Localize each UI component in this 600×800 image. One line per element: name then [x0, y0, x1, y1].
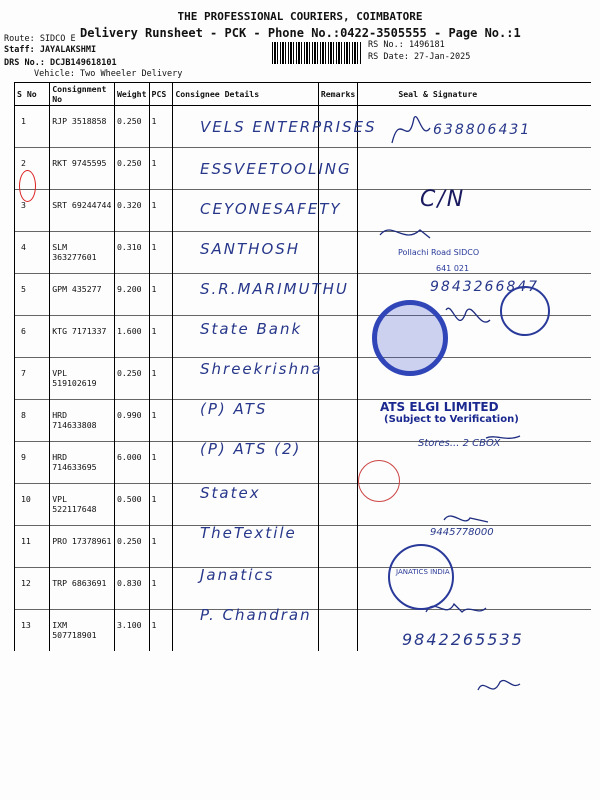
cell-consignment: PRO 17378961: [50, 526, 115, 568]
cell-pcs: 1: [149, 484, 173, 526]
rs-date: RS Date: 27-Jan-2025: [368, 52, 471, 62]
signature-11: [444, 516, 488, 522]
cell-consignment: GPM 435277: [50, 274, 115, 316]
cell-consignment: VPL 522117648: [50, 484, 115, 526]
cell-pcs: 1: [149, 232, 173, 274]
cell-sno: 1: [15, 106, 50, 148]
cell-pcs: 1: [149, 400, 173, 442]
cell-weight: 0.500: [114, 484, 149, 526]
handwritten-phone-1: 638806431: [433, 122, 532, 138]
handwritten-phone-6: 9843266847: [430, 279, 540, 295]
vehicle: Vehicle: Two Wheeler Delivery: [34, 69, 183, 79]
cell-pcs: 1: [149, 358, 173, 400]
cell-weight: 0.250: [114, 526, 149, 568]
handwritten-consignee: SANTHOSH: [200, 240, 301, 258]
cell-sno: 6: [15, 316, 50, 358]
cell-consignment: HRD 714633808: [50, 400, 115, 442]
cell-consignment: HRD 714633695: [50, 442, 115, 484]
cell-consignment: IXM 507718901: [50, 610, 115, 652]
sidco-stamp: Pollachi Road SIDCO: [398, 248, 480, 257]
round-company-stamp: [372, 300, 448, 376]
cell-consignment: RKT 9745595: [50, 148, 115, 190]
cell-sno: 5: [15, 274, 50, 316]
cell-sno: 4: [15, 232, 50, 274]
cell-sno: 8: [15, 400, 50, 442]
handwritten-phone-11: 9445778000: [430, 527, 494, 538]
ats-elgi-stamp-sub: (Subject to Verification): [384, 414, 519, 425]
cell-consignment: SLM 363277601: [50, 232, 115, 274]
handwritten-consignee: S.R.MARIMUTHU: [200, 280, 349, 298]
round-seal-stamp: [500, 286, 550, 336]
handwritten-consignee: ESSVEETOOLING: [200, 160, 352, 178]
rs-number: RS No.: 1496181: [368, 40, 445, 50]
signature-7: [446, 308, 490, 322]
red-round-stamp: [358, 460, 400, 502]
cell-consignment: VPL 519102619: [50, 358, 115, 400]
col-sno: S No: [15, 83, 50, 106]
handwritten-consignee: (P) ATS (2): [200, 440, 302, 458]
signature-9: [486, 436, 520, 438]
cell-sno: 7: [15, 358, 50, 400]
col-seal: Seal & Signature: [358, 83, 591, 106]
route: Route: SIDCO E: [4, 34, 76, 44]
cell-weight: 0.250: [114, 106, 149, 148]
cell-weight: 0.320: [114, 190, 149, 232]
cell-pcs: 1: [149, 610, 173, 652]
cell-sno: 13: [15, 610, 50, 652]
col-remarks: Remarks: [318, 83, 358, 106]
cell-weight: 0.310: [114, 232, 149, 274]
cell-sno: 9: [15, 442, 50, 484]
handwritten-consignee: Statex: [200, 484, 261, 502]
col-consignee: Consignee Details: [173, 83, 318, 106]
cell-sno: 12: [15, 568, 50, 610]
handwritten-consignee: (P) ATS: [200, 400, 268, 418]
drs-number: DRS No.: DCJB149618101: [4, 58, 117, 68]
handwritten-consignee: Janatics: [200, 566, 275, 584]
cell-sno: 2: [15, 148, 50, 190]
cell-pcs: 1: [149, 148, 173, 190]
cell-weight: 0.250: [114, 148, 149, 190]
handwritten-consignee: P. Chandran: [200, 606, 312, 624]
document-title: THE PROFESSIONAL COURIERS, COIMBATORE: [177, 10, 423, 23]
ats-elgi-stamp: ATS ELGI LIMITED: [380, 400, 499, 414]
handwritten-consignee: VELS ENTERPRISES: [200, 118, 377, 136]
cell-pcs: 1: [149, 274, 173, 316]
cell-weight: 6.000: [114, 442, 149, 484]
handwritten-cn-mark: C/N: [420, 187, 466, 212]
cell-consignment: RJP 3518858: [50, 106, 115, 148]
cell-weight: 9.200: [114, 274, 149, 316]
handwritten-consignee: Shreekrishna: [200, 360, 323, 378]
staff: Staff: JAYALAKSHMI: [4, 45, 97, 55]
col-pcs: PCS: [149, 83, 173, 106]
cell-weight: 3.100: [114, 610, 149, 652]
cell-consignment: TRP 6863691: [50, 568, 115, 610]
cell-weight: 0.990: [114, 400, 149, 442]
cell-weight: 1.600: [114, 316, 149, 358]
handwritten-consignee: State Bank: [200, 320, 303, 338]
handwritten-consignee: TheTextile: [200, 524, 297, 542]
cell-consignment: SRT 69244744: [50, 190, 115, 232]
cell-pcs: 1: [149, 106, 173, 148]
janatics-stamp: [388, 544, 454, 610]
cell-pcs: 1: [149, 316, 173, 358]
cell-pcs: 1: [149, 526, 173, 568]
cell-pcs: 1: [149, 442, 173, 484]
cell-weight: 0.830: [114, 568, 149, 610]
handwritten-phone-13: 9842265535: [402, 630, 524, 649]
signature-bottom: [478, 680, 520, 690]
sidco-stamp-pin: 641 021: [436, 264, 470, 273]
signature-1: [392, 117, 430, 143]
cell-sno: 10: [15, 484, 50, 526]
cell-pcs: 1: [149, 568, 173, 610]
signature-4: [380, 230, 430, 238]
col-consignment: Consignment No: [50, 83, 115, 106]
janatics-stamp-text: JANATICS INDIA: [396, 568, 450, 576]
cell-sno: 3: [15, 190, 50, 232]
cell-weight: 0.250: [114, 358, 149, 400]
cell-sno: 11: [15, 526, 50, 568]
col-weight: Weight: [114, 83, 149, 106]
cell-pcs: 1: [149, 190, 173, 232]
handwritten-stores: Stores... 2 CBOX: [418, 438, 501, 449]
handwritten-consignee: CEYONESAFETY: [200, 200, 342, 218]
document-subtitle: Delivery Runsheet - PCK - Phone No.:0422-3505555 - Page No.:1: [80, 26, 521, 40]
cell-consignment: KTG 7171337: [50, 316, 115, 358]
